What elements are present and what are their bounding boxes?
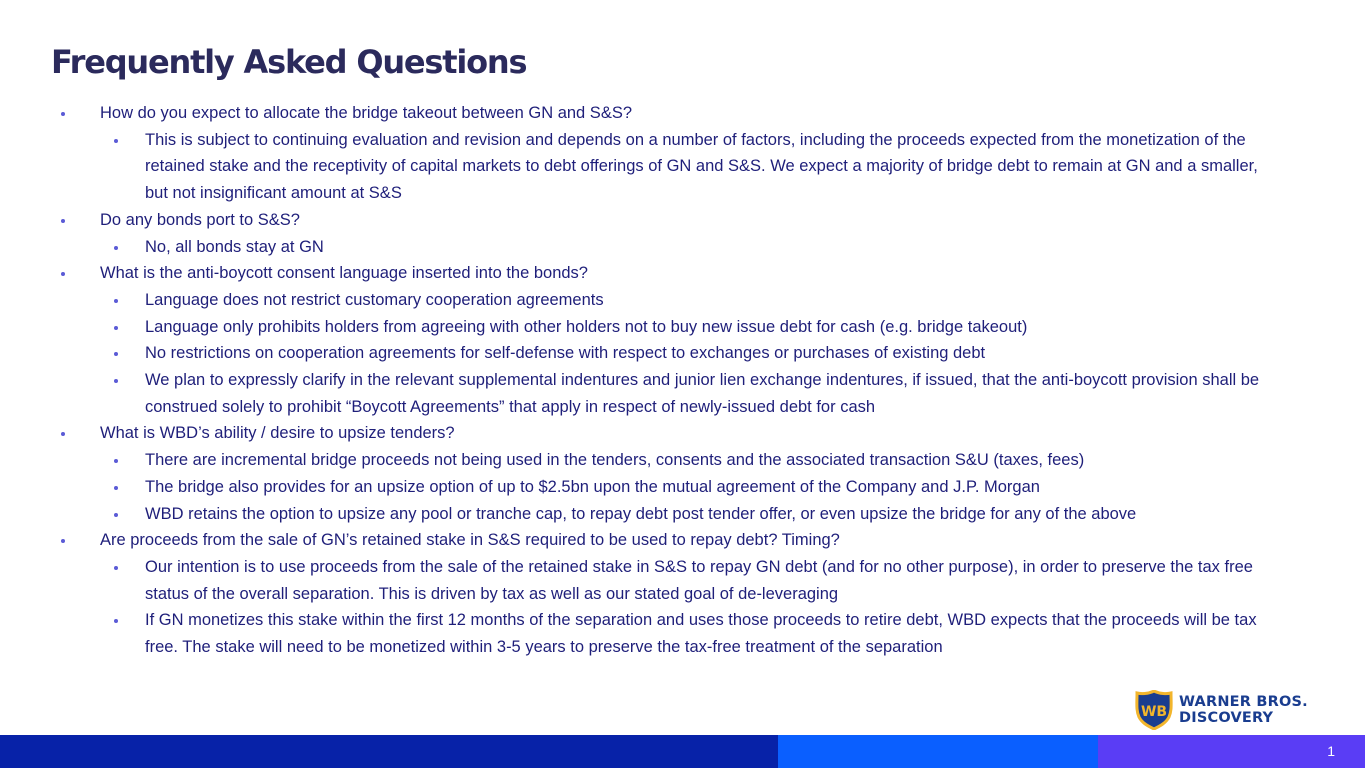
- faq-answer: [0, 234, 1365, 261]
- faq-answer: [0, 287, 1365, 314]
- logo-line-1: WARNER BROS.: [1179, 694, 1308, 710]
- faq-answer: [0, 314, 1365, 341]
- faq-answer: [0, 447, 1365, 474]
- faq-answer-text: Our intention is to use proceeds from the sale of the retained stake in S&S to repay GN debt (and for no other purpose), in order to preserve the tax free status of the overall separation. This is driven by tax as well as our stated goal of de-leveraging: [145, 557, 1253, 603]
- faq-answer-text: This is subject to continuing evaluation and revision and depends on a number of factors, including the proceeds expected from the monetization of the retained stake and the receptivity of capital markets to debt offerings of GN and S&S. We expect a majority of bridge debt to remain at GN and a smaller, but not insignificant amount at S&S: [145, 130, 1258, 203]
- faq-answers: [0, 554, 1365, 661]
- page-number: 1: [1327, 743, 1335, 759]
- bullet-icon: [114, 139, 118, 143]
- faq-answer: [0, 127, 1365, 207]
- faq-answer-text: WBD retains the option to upsize any pool or tranche cap, to repay debt post tender offer, or even upsize the bridge for any of the above: [145, 504, 1137, 523]
- bullet-icon: [114, 326, 118, 330]
- faq-item: [0, 207, 1365, 260]
- faq-answer-text: If GN monetizes this stake within the first 12 months of the separation and uses those proceeds to retire debt, WBD expects that the proceeds will be tax free. The stake will need to be monetized within 3-5 years to preserve the tax-free treatment of the separation: [145, 611, 1257, 657]
- logo-line-2: DISCOVERY: [1179, 710, 1274, 726]
- faq-answer: [0, 501, 1365, 528]
- faq-item: [0, 527, 1365, 661]
- bullet-icon: [114, 352, 118, 356]
- bullet-icon: [61, 432, 65, 436]
- bullet-icon: [114, 299, 118, 303]
- faq-answer-text: We plan to expressly clarify in the relevant supplemental indentures and junior lien exchange indentures, if issued, that the anti-boycott provision shall be construed solely to prohibit “Boycott Agreements” that apply in respect of newly-issued debt for cash: [145, 371, 1260, 416]
- faq-answers: [0, 287, 1365, 421]
- faq-answers: [0, 234, 1365, 261]
- faq-question: How do you expect to allocate the bridge takeout between GN and S&S?: [100, 104, 633, 122]
- faq-question: Are proceeds from the sale of GN’s retained stake in S&S required to be used to repay debt? Timing?: [100, 531, 840, 550]
- faq-answers: [0, 447, 1365, 527]
- faq-answer-text: Language only prohibits holders from agreeing with other holders not to buy new issue debt for cash (e.g. bridge takeout): [145, 317, 1028, 336]
- bullet-icon: [61, 272, 65, 276]
- faq-answer: [0, 340, 1365, 367]
- faq-question: What is WBD’s ability / desire to upsize tenders?: [100, 424, 455, 443]
- footer-bar: [0, 735, 1365, 768]
- company-logo: [1135, 690, 1315, 730]
- bullet-icon: [114, 379, 118, 383]
- bullet-icon: [114, 513, 118, 517]
- wb-shield-icon: [1135, 690, 1173, 730]
- faq-item: [0, 260, 1365, 420]
- faq-answer: [0, 367, 1365, 420]
- bullet-icon: [61, 219, 65, 223]
- page-title: Frequently Asked Questions: [51, 43, 527, 81]
- faq-answer-text: The bridge also provides for an upsize option of up to $2.5bn upon the mutual agreement of the Company and J.P. Morgan: [145, 477, 1040, 496]
- bullet-icon: [114, 486, 118, 490]
- footer-segment: [1098, 735, 1365, 768]
- faq-answers: [0, 127, 1365, 207]
- faq-item: [0, 100, 1365, 207]
- faq-answer-text: Language does not restrict customary cooperation agreements: [145, 290, 604, 309]
- footer-segment: [0, 735, 778, 768]
- faq-question: What is the anti-boycott consent language inserted into the bonds?: [100, 264, 588, 283]
- bullet-icon: [61, 539, 65, 543]
- faq-item: [0, 420, 1365, 527]
- faq-answer: [0, 554, 1365, 607]
- faq-answer: [0, 474, 1365, 501]
- logo-text: [1179, 694, 1308, 726]
- faq-question: Do any bonds port to S&S?: [100, 210, 300, 229]
- footer-segment: [778, 735, 1098, 768]
- faq-answer-text: No restrictions on cooperation agreements for self-defense with respect to exchanges or purchases of existing debt: [145, 344, 986, 363]
- faq-list: [0, 100, 1365, 661]
- bullet-icon: [114, 619, 118, 623]
- bullet-icon: [114, 566, 118, 570]
- faq-answer-text: There are incremental bridge proceeds not being used in the tenders, consents and the associated transaction S&U (taxes, fees): [145, 451, 1085, 470]
- bullet-icon: [114, 459, 118, 463]
- faq-answer-text: No, all bonds stay at GN: [145, 237, 324, 256]
- svg-text:WB: WB: [1140, 704, 1168, 720]
- faq-answer: [0, 607, 1365, 660]
- bullet-icon: [114, 246, 118, 250]
- bullet-icon: [61, 112, 65, 116]
